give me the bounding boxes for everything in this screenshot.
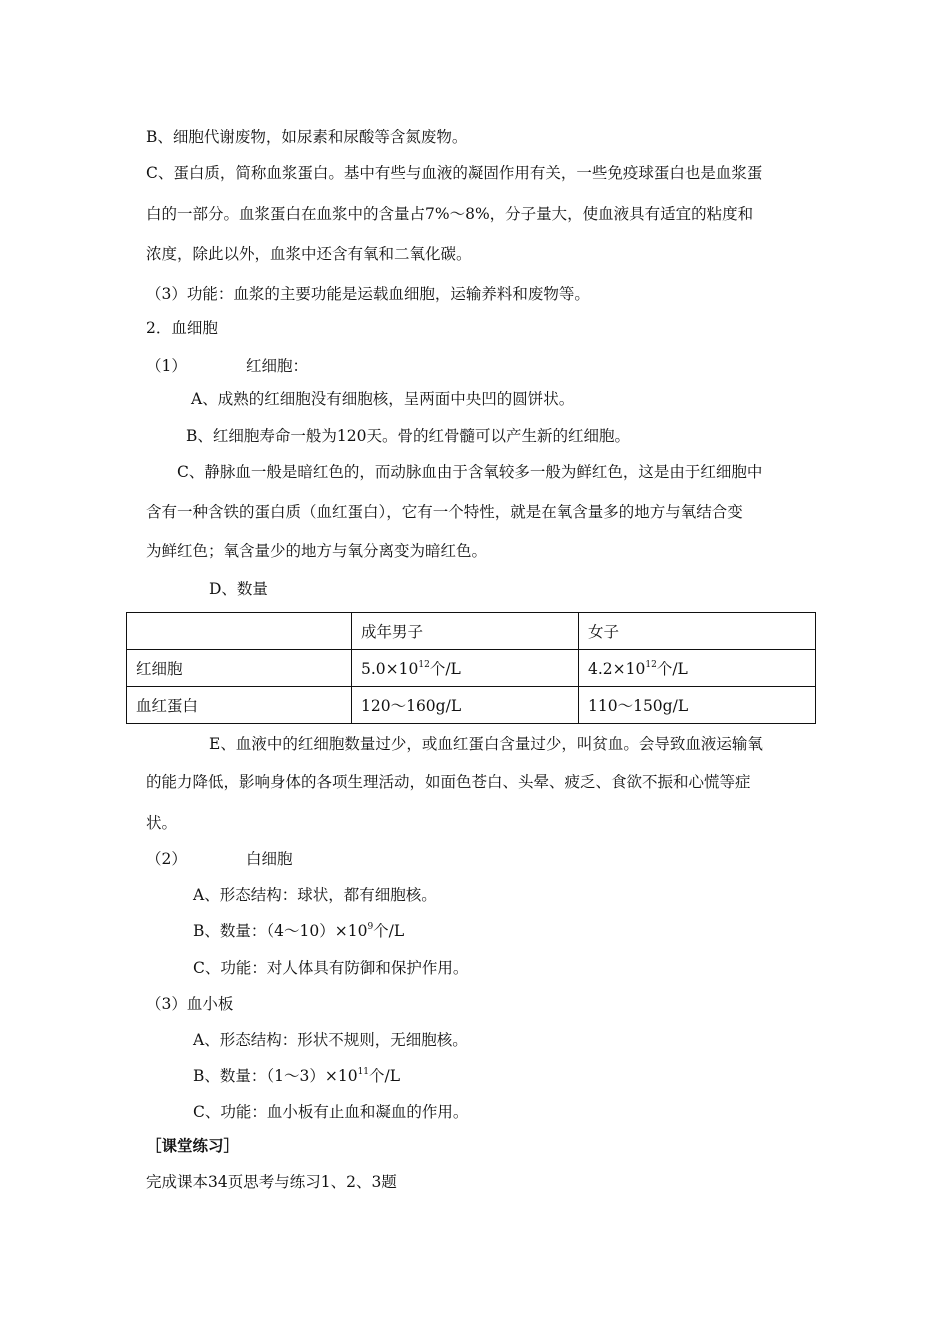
rbc-item-e-2: 的能力降低，影响身体的各项生理活动，如面色苍白、头晕、疲乏、食欲不振和心慌等症 (146, 773, 751, 791)
table-header-cell (127, 613, 352, 650)
rbc-item-c-3: 为鲜红色；氧含量少的地方与氧分离变为暗红色。 (146, 542, 488, 560)
rbc-item-c-1: C、静脉血一般是暗红色的，而动脉血由于含氧较多一般为鲜红色，这是由于红细胞中 (177, 463, 763, 481)
platelet-item-a: A、形态结构：形状不规则，无细胞核。 (193, 1031, 468, 1049)
value-exponent: 12 (418, 660, 430, 670)
table-cell-label: 血红蛋白 (127, 687, 352, 724)
exercise-heading: ［课堂练习］ (146, 1136, 240, 1155)
table-header-cell: 女子 (579, 613, 816, 650)
value-unit: 个/L (369, 1067, 401, 1085)
table-cell (352, 650, 579, 687)
exercise-text: 完成课本34页思考与练习1、2、3题 (146, 1173, 397, 1191)
wbc-item-c: C、功能：对人体具有防御和保护作用。 (193, 959, 469, 977)
wbc-title: 白细胞 (246, 850, 293, 868)
platelet-title: （3）血小板 (146, 995, 234, 1013)
table-cell-label: 红细胞 (127, 650, 352, 687)
rbc-title: 红细胞： (246, 357, 309, 375)
rbc-item-e-1: E、血液中的红细胞数量过少，或血红蛋白含量过少，叫贫血。会导致血液运输氧 (209, 735, 763, 753)
value-base: 5.0×10 (361, 660, 419, 678)
rbc-item-b: B、红细胞寿命一般为120天。骨的红骨髓可以产生新的红细胞。 (186, 427, 630, 445)
section-blood-cells: 2．血细胞 (146, 319, 218, 337)
value-unit: 个/L (656, 660, 688, 678)
rbc-item-d: D、数量 (209, 580, 268, 598)
rbc-item-a: A、成熟的红细胞没有细胞核，呈两面中央凹的圆饼状。 (191, 390, 575, 408)
table-header-row (127, 613, 816, 650)
rbc-number: （1） (146, 357, 187, 375)
table-cell: 120～160g/L (352, 687, 579, 724)
wbc-item-a: A、形态结构：球状，都有细胞核。 (193, 886, 437, 904)
table-header-cell: 成年男子 (352, 613, 579, 650)
line-b-waste: B、细胞代谢废物，如尿素和尿酸等含氮废物。 (146, 128, 468, 146)
platelet-item-c: C、功能：血小板有止血和凝血的作用。 (193, 1103, 469, 1121)
wbc-item-b (193, 921, 404, 941)
wbc-number: （2） (146, 850, 187, 868)
value-base: 4.2×10 (588, 660, 646, 678)
table-row (127, 687, 816, 724)
value-base: B、数量：（4～10）×10 (193, 922, 368, 940)
value-base: B、数量：（1～3）×10 (193, 1067, 358, 1085)
line-c-protein-2: 白的一部分。血浆蛋白在血浆中的含量占7%～8%，分子量大，使血液具有适宜的粘度和 (146, 205, 754, 223)
value-exponent: 11 (357, 1067, 370, 1077)
value-unit: 个/L (373, 922, 405, 940)
line-c-protein-1: C、蛋白质，简称血浆蛋白。基中有些与血液的凝固作用有关，一些免疫球蛋白也是血浆蛋 (146, 164, 763, 182)
rbc-count-table (126, 612, 816, 724)
line-plasma-function: （3）功能：血浆的主要功能是运载血细胞，运输养料和废物等。 (146, 285, 590, 303)
value-exponent: 12 (645, 660, 657, 670)
table-cell: 110～150g/L (579, 687, 816, 724)
table-cell (579, 650, 816, 687)
table-row (127, 650, 816, 687)
rbc-item-c-2: 含有一种含铁的蛋白质（血红蛋白），它有一个特性，就是在氧含量多的地方与氧结合变 (146, 503, 743, 521)
value-exponent: 9 (367, 922, 374, 932)
value-unit: 个/L (429, 660, 461, 678)
platelet-item-b (193, 1066, 400, 1086)
rbc-item-e-3: 状。 (146, 814, 178, 832)
line-c-protein-3: 浓度，除此以外，血浆中还含有氧和二氧化碳。 (146, 245, 472, 263)
